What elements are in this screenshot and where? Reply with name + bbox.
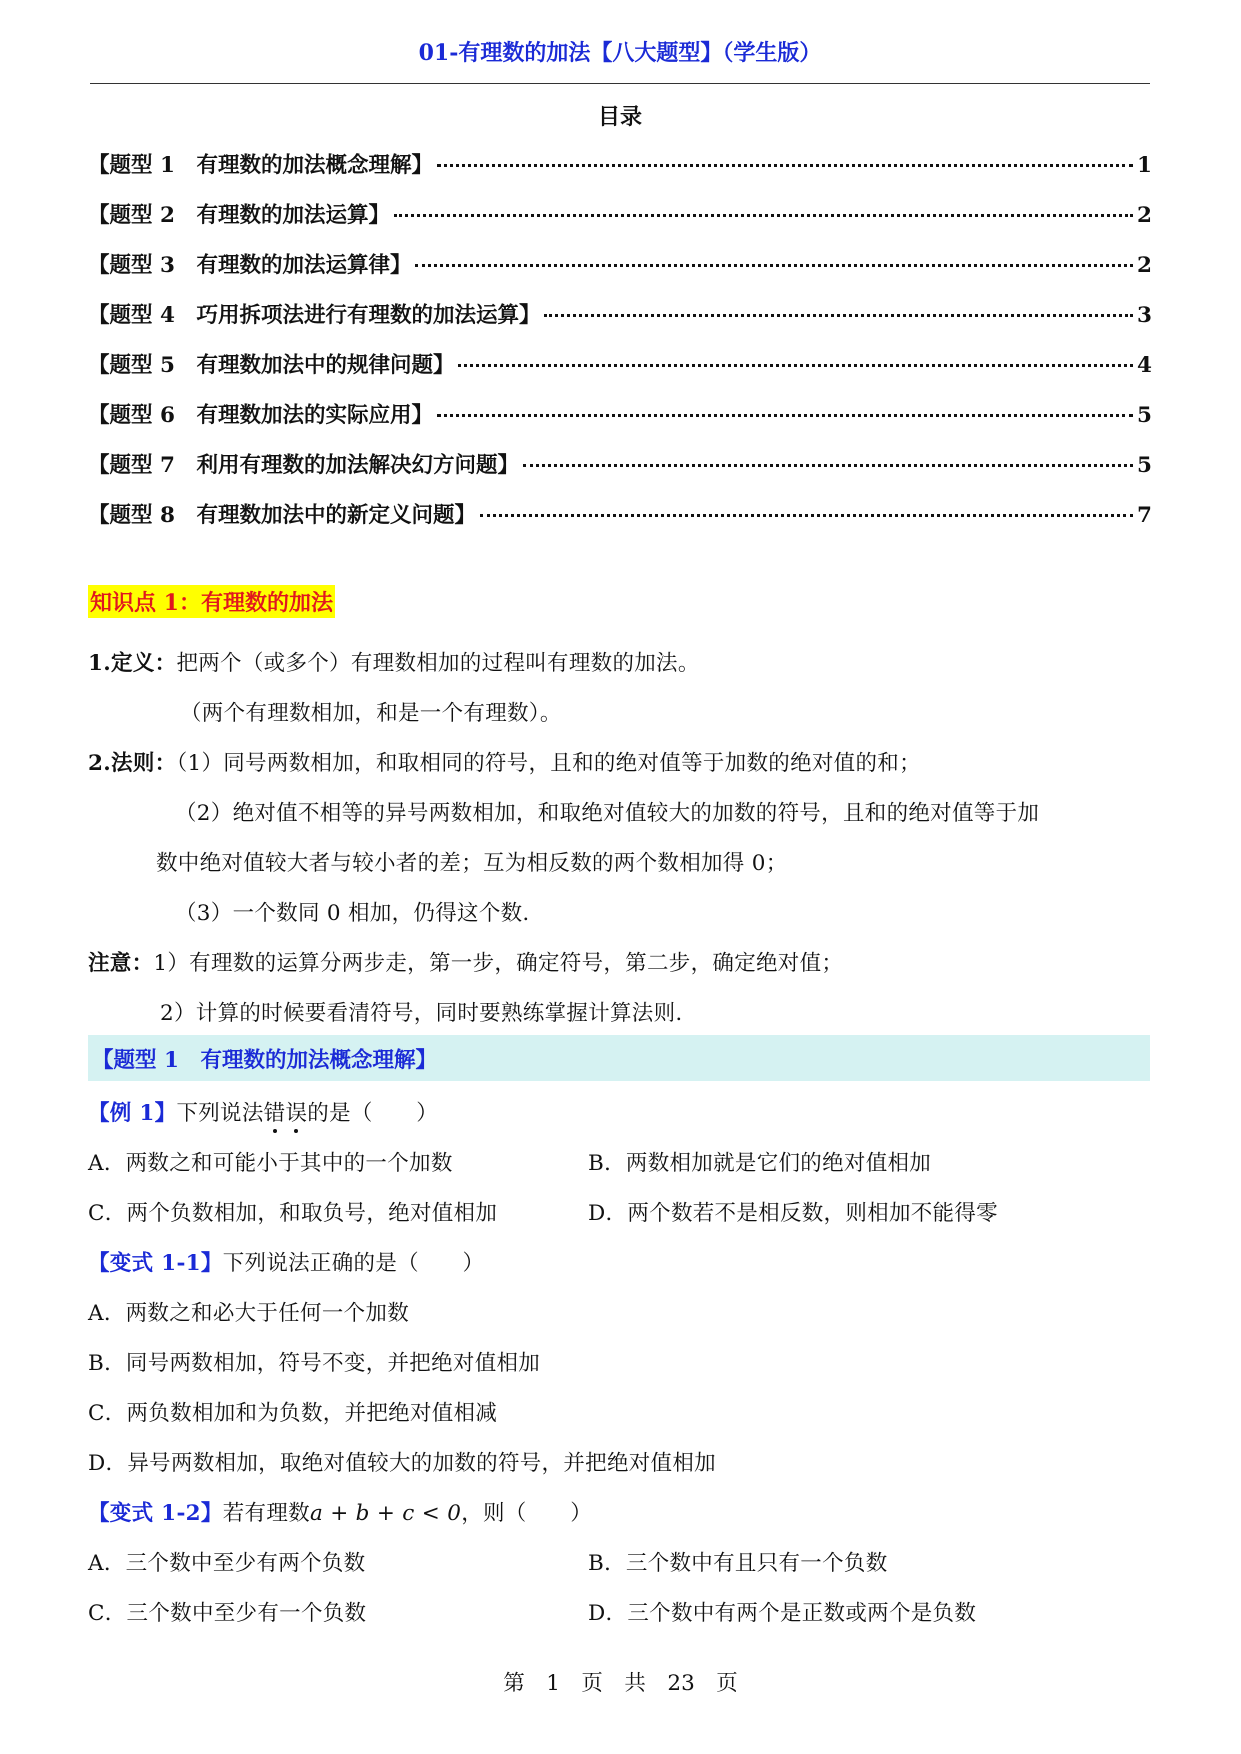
emphasis-char: 错 [263, 1101, 286, 1126]
toc-item-title: 【题型 6 有理数加法的实际应用】 [88, 403, 433, 428]
variant-1-2-stem [88, 1496, 592, 1527]
toc-item-page: 3 [1137, 303, 1152, 328]
toc-leader-dots [480, 514, 1133, 517]
toc-item-page: 2 [1137, 203, 1152, 228]
toc-item-page: 2 [1137, 253, 1152, 278]
emphasis-char: 误 [285, 1101, 308, 1126]
toc-item[interactable] [88, 148, 1152, 198]
option-b[interactable]: B．三个数中有且只有一个负数 [588, 1551, 888, 1576]
rule-3-line: （3）一个数同 0 相加，仍得这个数. [175, 901, 530, 926]
knowledge-point-title: 知识点 1：有理数的加法 [88, 585, 335, 618]
option-c[interactable]: C．两负数相加和为负数，并把绝对值相减 [88, 1401, 498, 1426]
note-line-1 [88, 946, 843, 977]
definition-line [88, 646, 700, 677]
example-stem-pre: 下列说法 [176, 1101, 264, 1126]
document-title: 01-有理数的加法【八大题型】（学生版） [418, 40, 822, 66]
rule-1-text: （1）同号两数相加，和取相同的符号，且和的绝对值等于加数的绝对值的和； [176, 751, 921, 776]
toc-item[interactable] [88, 348, 1152, 398]
toc-item-page: 1 [1137, 153, 1152, 178]
toc-item[interactable] [88, 448, 1152, 498]
toc-item-page: 5 [1137, 453, 1152, 478]
option-a[interactable]: A．三个数中至少有两个负数 [88, 1551, 366, 1576]
toc-leader-dots [394, 214, 1133, 217]
toc-item-title: 【题型 4 巧用拆项法进行有理数的加法运算】 [88, 303, 541, 328]
toc-item[interactable] [88, 248, 1152, 298]
option-d[interactable]: D．两个数若不是相反数，则相加不能得零 [588, 1201, 998, 1226]
section-title: 【题型 1 有理数的加法概念理解】 [92, 1048, 437, 1073]
option-d[interactable]: D．三个数中有两个是正数或两个是负数 [588, 1601, 977, 1626]
variant-label: 【变式 1-1】 [88, 1251, 223, 1276]
toc-leader-dots [523, 464, 1133, 467]
note-line-2: 2）计算的时候要看清符号，同时要熟练掌握计算法则. [160, 1001, 683, 1026]
toc-item[interactable] [88, 498, 1152, 548]
variant-stem-post: ，则（ ） [461, 1501, 593, 1526]
example-label: 【例 1】 [88, 1101, 177, 1126]
toc-leader-dots [458, 364, 1133, 367]
option-a[interactable]: A．两数之和必大于任何一个加数 [88, 1301, 410, 1326]
header-divider [90, 83, 1150, 84]
note-1-text: 1）有理数的运算分两步走，第一步，确定符号，第二步，确定绝对值； [153, 951, 844, 976]
option-b[interactable]: B．同号两数相加，符号不变，并把绝对值相加 [88, 1351, 541, 1376]
option-a[interactable]: A．两数之和可能小于其中的一个加数 [88, 1151, 453, 1176]
variant-1-1-stem [88, 1246, 484, 1277]
rule-2-line-b: 数中绝对值较大者与较小者的差；互为相反数的两个数相加得 0； [156, 851, 788, 876]
definition-text: 把两个（或多个）有理数相加的过程叫有理数的加法。 [176, 651, 700, 676]
toc-item-title: 【题型 2 有理数的加法运算】 [88, 203, 390, 228]
toc-leader-dots [415, 264, 1133, 267]
toc-heading: 目录 [597, 104, 642, 130]
page-footer: 第 1 页 共 23 页 [503, 1671, 738, 1696]
table-of-contents [88, 148, 1152, 548]
example-1-stem [88, 1096, 438, 1127]
option-c[interactable]: C．两个负数相加，和取负号，绝对值相加 [88, 1201, 498, 1226]
rule-line-1 [88, 746, 921, 777]
variant-label: 【变式 1-2】 [88, 1501, 223, 1526]
note-label: 注意： [88, 951, 154, 976]
option-c[interactable]: C．三个数中至少有一个负数 [88, 1601, 367, 1626]
definition-label: 1.定义： [88, 651, 177, 676]
section-banner [88, 1035, 1150, 1081]
rule-label: 2.法则： [88, 751, 177, 776]
toc-item-page: 7 [1137, 503, 1152, 528]
example-stem-post: 的是（ ） [307, 1101, 439, 1126]
option-d[interactable]: D．异号两数相加，取绝对值较大的加数的符号，并把绝对值相加 [88, 1451, 716, 1476]
toc-item-title: 【题型 3 有理数的加法运算律】 [88, 253, 412, 278]
rule-2-line-a: （2）绝对值不相等的异号两数相加，和取绝对值较大的加数的符号，且和的绝对值等于加 [175, 801, 1040, 826]
toc-item[interactable] [88, 198, 1152, 248]
math-expression: a + b + c < 0 [309, 1501, 462, 1526]
toc-item-title: 【题型 8 有理数加法中的新定义问题】 [88, 503, 476, 528]
toc-item[interactable] [88, 398, 1152, 448]
toc-item[interactable] [88, 298, 1152, 348]
option-b[interactable]: B．两数相加就是它们的绝对值相加 [588, 1151, 932, 1176]
toc-leader-dots [437, 164, 1133, 167]
toc-item-title: 【题型 7 利用有理数的加法解决幻方问题】 [88, 453, 519, 478]
definition-note: （两个有理数相加，和是一个有理数）。 [180, 701, 562, 726]
toc-leader-dots [437, 414, 1133, 417]
toc-item-page: 5 [1137, 403, 1152, 428]
toc-item-page: 4 [1137, 353, 1152, 378]
toc-item-title: 【题型 1 有理数的加法概念理解】 [88, 153, 433, 178]
toc-leader-dots [544, 314, 1133, 317]
variant-stem: 下列说法正确的是（ ） [222, 1251, 485, 1276]
variant-stem-pre: 若有理数 [222, 1501, 310, 1526]
toc-item-title: 【题型 5 有理数加法中的规律问题】 [88, 353, 455, 378]
